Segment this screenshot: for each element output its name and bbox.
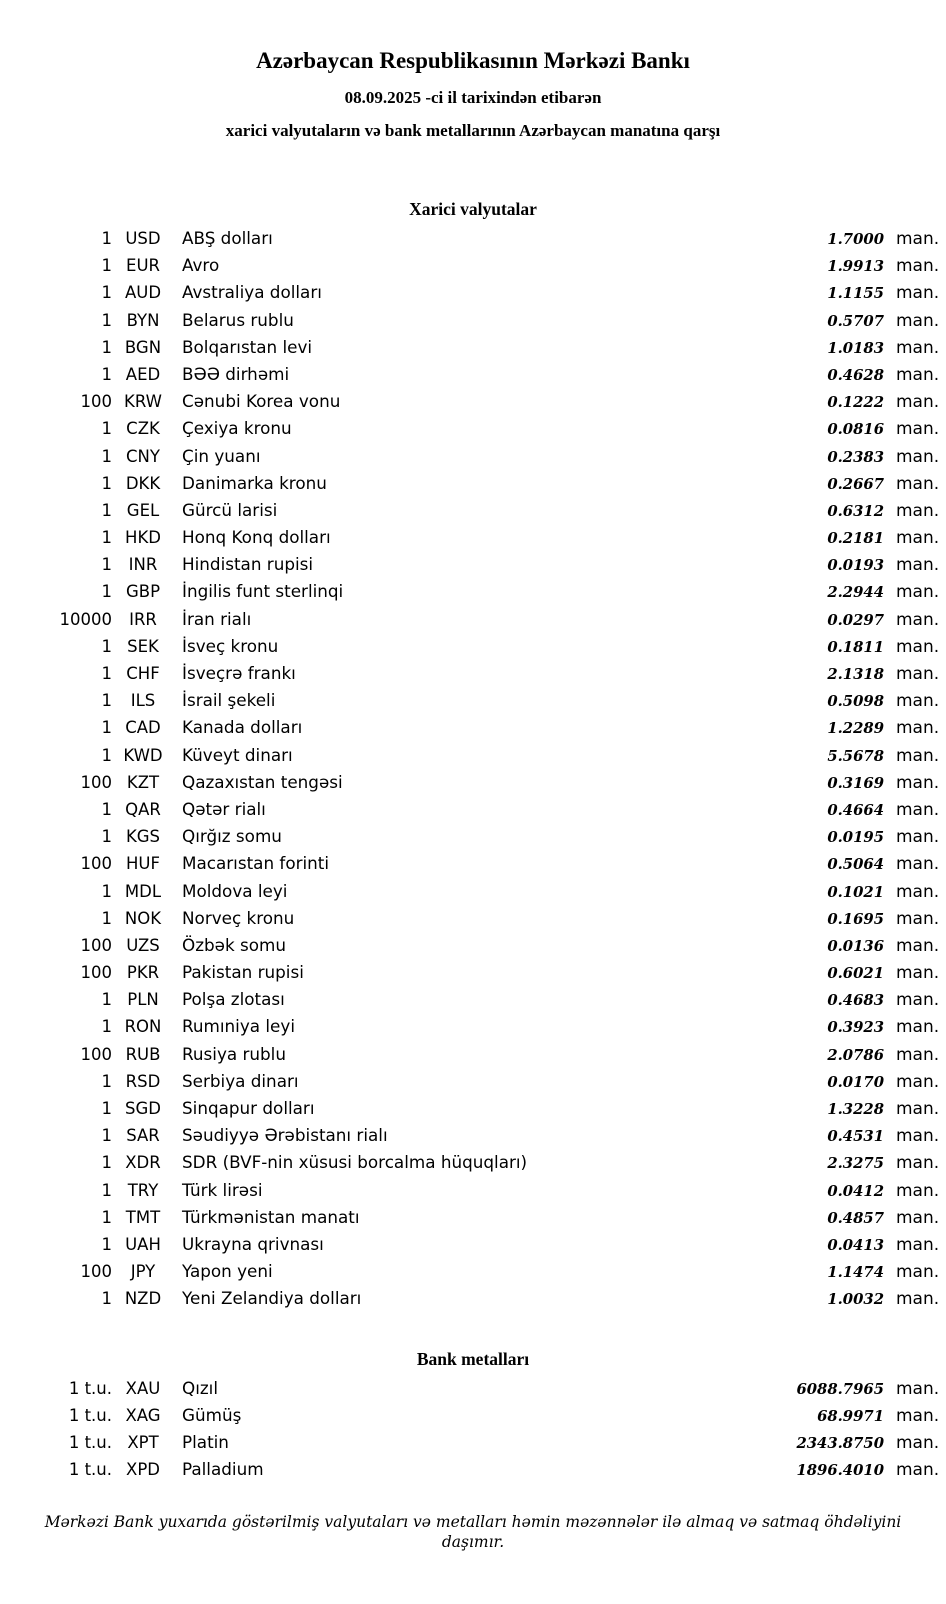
unit-label: man. <box>896 990 940 1011</box>
currency-name: Sinqapur dolları <box>182 1098 315 1118</box>
unit-label: man. <box>896 256 940 277</box>
currency-rate: 0.2383 <box>827 448 884 466</box>
unit-label: man. <box>896 935 940 956</box>
currency-quantity: 1 <box>101 256 112 276</box>
currency-name: Gürcü larisi <box>182 499 278 520</box>
unit-label: man. <box>896 1099 940 1119</box>
unit-label: man. <box>896 827 940 848</box>
table-row <box>0 935 946 962</box>
unit-label: man. <box>896 1207 940 1228</box>
currency-quantity: 1 <box>101 908 112 928</box>
currency-code: HUF <box>126 854 160 874</box>
table-row <box>0 881 946 908</box>
table-row <box>0 989 946 1016</box>
table-row <box>0 1288 946 1315</box>
currency-name: Danimarka kronu <box>182 472 327 493</box>
currency-name: Çin yuanı <box>182 445 261 466</box>
currency-rate: 1896.4010 <box>796 1462 884 1480</box>
currency-quantity: 1 <box>101 229 112 248</box>
currency-name: Qətər rialı <box>182 798 266 819</box>
unit-label: man. <box>896 636 940 657</box>
unit-label: man. <box>896 310 940 331</box>
currency-name: Türkmənistan manatı <box>182 1206 360 1227</box>
currencies-section-title: Xarici valyutalar <box>409 199 537 219</box>
unit-label: man. <box>896 1460 940 1481</box>
currency-quantity: 1 <box>101 827 112 847</box>
currency-code: KRW <box>124 392 162 412</box>
table-row <box>0 853 946 880</box>
currency-name: Honq Konq dolları <box>182 527 331 548</box>
currency-quantity: 1 <box>101 1126 112 1146</box>
currency-rate: 1.1155 <box>827 285 884 303</box>
unit-label: man. <box>896 446 940 467</box>
currency-code: KZT <box>126 772 160 792</box>
currency-quantity: 1 <box>101 1071 112 1091</box>
currency-code: ILS <box>130 691 156 711</box>
currency-rate: 0.2667 <box>827 475 884 493</box>
currency-quantity: 1 <box>101 500 112 520</box>
currency-rate: 68.9971 <box>817 1407 884 1425</box>
table-row <box>0 310 946 337</box>
currency-rate: 0.1222 <box>827 394 884 412</box>
table-row <box>0 1234 946 1261</box>
currency-code: XAG <box>125 1405 161 1425</box>
currency-code: BYN <box>126 310 160 330</box>
unit-label: man. <box>896 283 940 304</box>
currency-rate: 0.6312 <box>827 502 884 520</box>
currency-rate: 1.0183 <box>827 339 884 357</box>
currency-quantity: 100 <box>80 935 112 955</box>
currency-rate: 1.1474 <box>827 1264 884 1282</box>
currency-rate: 0.1021 <box>827 883 884 901</box>
currency-name: Cənubi Korea vonu <box>182 391 341 412</box>
currencies-table <box>0 228 946 1316</box>
currency-name: Türk lirəsi <box>182 1179 263 1200</box>
unit-label: man. <box>896 473 940 494</box>
currency-quantity: 100 <box>80 1262 112 1282</box>
table-row <box>0 772 946 799</box>
currency-rate: 2.3275 <box>827 1155 884 1173</box>
currency-rate: 2343.8750 <box>796 1434 884 1452</box>
currency-code: EUR <box>126 256 160 276</box>
currency-quantity: 1 <box>101 310 112 330</box>
currency-code: XPD <box>126 1460 160 1480</box>
currency-name: Platin <box>182 1431 229 1452</box>
currency-code: DKK <box>125 473 161 493</box>
currency-rate: 0.0816 <box>827 421 884 439</box>
table-row <box>0 717 946 744</box>
table-row <box>0 636 946 663</box>
currency-quantity: 1 <box>101 555 112 575</box>
unit-label: man. <box>896 908 940 929</box>
currency-code: USD <box>125 229 161 248</box>
currency-rate: 0.0136 <box>827 937 884 955</box>
table-row <box>0 500 946 527</box>
currency-quantity: 1 <box>101 1153 112 1173</box>
table-row <box>0 418 946 445</box>
table-row <box>0 1432 946 1459</box>
currency-quantity: 1 <box>101 718 112 738</box>
currency-quantity: 100 <box>80 963 112 983</box>
currency-code: IRR <box>129 609 157 629</box>
unit-label: man. <box>896 1378 940 1399</box>
currency-code: SEK <box>127 636 159 656</box>
currency-code: MDL <box>124 881 162 901</box>
currency-name: BƏƏ dirhəmi <box>182 363 290 384</box>
currency-rate: 0.3169 <box>827 774 884 792</box>
currency-code: QAR <box>125 799 161 819</box>
unit-label: man. <box>896 229 940 249</box>
currency-quantity: 1 <box>101 419 112 439</box>
currency-code: SAR <box>126 1126 160 1146</box>
table-row <box>0 1180 946 1207</box>
table-row <box>0 473 946 500</box>
table-row <box>0 609 946 636</box>
unit-label: man. <box>896 1289 940 1310</box>
unit-label: man. <box>896 1126 940 1147</box>
currency-code: XPT <box>127 1432 159 1452</box>
currency-quantity: 1 <box>101 582 112 602</box>
table-row <box>0 364 946 391</box>
currency-code: GBP <box>125 582 161 602</box>
document-description: xarici valyutaların və bank metallarının Azərbaycan manatına qarşı <box>225 121 721 140</box>
currency-name: Qırğız somu <box>182 826 282 847</box>
currency-rate: 2.1318 <box>827 666 884 683</box>
currency-quantity: 1 <box>101 1207 112 1227</box>
currency-rate: 0.3923 <box>827 1019 884 1037</box>
currency-rate: 6088.7965 <box>796 1380 884 1398</box>
table-row <box>0 1378 946 1405</box>
currency-quantity: 1 <box>101 990 112 1010</box>
currency-rate: 0.0412 <box>827 1182 884 1200</box>
unit-label: man. <box>896 854 940 875</box>
currency-rate: 0.0413 <box>827 1236 884 1254</box>
disclaimer-note: Mərkəzi Bank yuxarıda göstərilmiş valyutaları və metalları həmin məzənnələr ilə almaq və satmaq öhdəliyini daşımır. <box>44 1513 902 1552</box>
currency-name: Pakistan rupisi <box>182 962 304 983</box>
currency-name: Küveyt dinarı <box>182 744 293 765</box>
currency-code: AED <box>125 364 161 384</box>
currency-rate: 2.2944 <box>827 584 884 602</box>
page-title: Azərbaycan Respublikasının Mərkəzi Bankı <box>256 48 690 73</box>
currency-rate: 0.0297 <box>827 611 884 629</box>
currency-rate: 0.4857 <box>827 1209 884 1227</box>
table-row <box>0 1405 946 1432</box>
unit-label: man. <box>896 1044 940 1065</box>
currency-name: Belarus rublu <box>182 309 294 330</box>
currency-code: NOK <box>124 908 162 928</box>
currency-quantity: 1 <box>101 1180 112 1200</box>
currency-name: Qazaxıstan tengəsi <box>182 771 343 792</box>
currency-name: Moldova leyi <box>182 880 288 901</box>
currency-code: UAH <box>125 1234 161 1254</box>
table-row <box>0 1261 946 1288</box>
currency-name: Rusiya rublu <box>182 1043 286 1064</box>
currency-rate: 1.7000 <box>827 231 884 248</box>
currency-code: SGD <box>125 1099 161 1118</box>
currency-name: Rumıniya leyi <box>182 1016 295 1037</box>
currency-name: Macarıstan forinti <box>182 853 330 874</box>
currency-rate: 0.0170 <box>827 1073 884 1091</box>
currency-code: TMT <box>125 1207 161 1227</box>
table-row <box>0 1071 946 1098</box>
table-row <box>0 554 946 581</box>
currency-code: RUB <box>125 1044 161 1064</box>
table-row <box>0 391 946 418</box>
currency-rate: 0.1695 <box>827 910 884 928</box>
currency-quantity: 1 <box>101 636 112 656</box>
currency-rate: 1.9913 <box>827 258 884 276</box>
currency-quantity: 1 <box>101 337 112 357</box>
currency-quantity: 1 <box>101 664 112 683</box>
currency-quantity: 100 <box>80 1044 112 1064</box>
table-row <box>0 527 946 554</box>
unit-label: man. <box>896 664 940 684</box>
table-row <box>0 799 946 826</box>
currency-name: Avro <box>182 255 220 276</box>
table-row <box>0 446 946 473</box>
currency-rate: 1.0032 <box>827 1291 884 1309</box>
currency-name: İsrail şekeli <box>182 690 276 711</box>
currency-name: Ukrayna qrivnası <box>182 1233 324 1254</box>
currency-quantity: 1 <box>101 1289 112 1309</box>
unit-label: man. <box>896 1262 940 1283</box>
table-row <box>0 690 946 717</box>
currency-quantity: 1 <box>101 745 112 765</box>
currency-quantity: 1 <box>101 364 112 384</box>
table-row <box>0 1207 946 1234</box>
unit-label: man. <box>896 1180 940 1201</box>
currency-code: HKD <box>125 528 161 548</box>
currency-quantity: 1 <box>101 691 112 711</box>
unit-label: man. <box>896 582 940 603</box>
currency-name: Gümüş <box>182 1404 242 1425</box>
currency-quantity: 1 <box>101 1234 112 1254</box>
currency-quantity: 1 <box>101 473 112 493</box>
currency-name: İngilis funt sterlinqi <box>182 581 344 602</box>
currency-name: Yapon yeni <box>182 1261 273 1282</box>
currency-quantity: 1 <box>101 799 112 819</box>
currency-name: SDR (BVF-nin xüsusi borcalma hüquqları) <box>182 1152 528 1173</box>
currency-rate: 0.5064 <box>827 856 884 874</box>
currency-name: İsveçrə frankı <box>182 663 296 683</box>
currency-rate: 0.6021 <box>827 965 884 983</box>
currency-name: Çexiya kronu <box>182 418 292 439</box>
currency-code: CAD <box>125 718 161 738</box>
currency-name: Özbək somu <box>182 934 287 955</box>
currency-code: RON <box>124 1017 162 1037</box>
unit-label: man. <box>896 555 940 576</box>
currency-code: TRY <box>127 1180 159 1200</box>
currency-quantity: 1 <box>101 446 112 466</box>
currency-name: Palladium <box>182 1459 264 1480</box>
currency-code: RSD <box>125 1071 161 1091</box>
currency-name: Kanada dolları <box>182 717 303 738</box>
table-row <box>0 228 946 255</box>
currency-rate: 0.5707 <box>827 312 884 330</box>
currency-rate: 0.0193 <box>827 557 884 575</box>
currency-name: İran rialı <box>182 608 252 629</box>
table-row <box>0 581 946 608</box>
currency-name: Polşa zlotası <box>182 989 285 1010</box>
currency-name: Yeni Zelandiya dolları <box>182 1288 362 1309</box>
currency-code: CNY <box>126 446 160 466</box>
currency-code: NZD <box>124 1289 162 1309</box>
currency-quantity: 1 <box>101 1017 112 1037</box>
unit-label: man. <box>896 337 940 358</box>
currency-code: GEL <box>126 500 160 520</box>
currency-quantity: 10000 <box>59 609 112 629</box>
currency-quantity: 100 <box>80 772 112 792</box>
table-row <box>0 826 946 853</box>
currency-rate: 1.3228 <box>827 1101 884 1118</box>
currency-code: CZK <box>126 419 160 439</box>
table-row <box>0 255 946 282</box>
currency-code: CHF <box>126 664 160 683</box>
unit-label: man. <box>896 881 940 902</box>
table-row <box>0 663 946 690</box>
table-row <box>0 745 946 772</box>
table-row <box>0 337 946 364</box>
currency-rate: 0.4664 <box>827 801 884 819</box>
currency-code: PKR <box>126 963 160 983</box>
currency-name: Qızıl <box>182 1377 219 1398</box>
currency-code: XDR <box>125 1153 161 1173</box>
currency-code: AUD <box>124 283 162 303</box>
currency-rate: 0.2181 <box>827 530 884 548</box>
currency-quantity: 1 <box>101 1099 112 1118</box>
unit-label: man. <box>896 392 940 413</box>
table-row <box>0 962 946 989</box>
currency-name: Hindistan rupisi <box>182 554 314 575</box>
currency-name: Norveç kronu <box>182 907 295 928</box>
currency-name: Serbiya dinarı <box>182 1070 299 1091</box>
currency-name: İsveç kronu <box>182 635 279 656</box>
currency-name: Səudiyyə Ərəbistanı rialı <box>182 1125 388 1146</box>
table-row <box>0 282 946 309</box>
currency-name: Avstraliya dolları <box>182 282 322 303</box>
currency-code: PLN <box>127 990 159 1010</box>
currency-code: KWD <box>123 745 163 765</box>
currency-rate: 0.4531 <box>827 1128 884 1146</box>
unit-label: man. <box>896 500 940 521</box>
unit-label: man. <box>896 364 940 385</box>
currency-quantity: 1 <box>101 528 112 548</box>
unit-label: man. <box>896 1432 940 1453</box>
table-row <box>0 1098 946 1125</box>
unit-label: man. <box>896 745 940 766</box>
unit-label: man. <box>896 963 940 984</box>
unit-label: man. <box>896 609 940 630</box>
currency-rate: 0.0195 <box>827 829 884 847</box>
metals-table <box>0 1378 946 1487</box>
currency-name: Bolqarıstan levi <box>182 336 313 357</box>
currency-name: ABŞ dolları <box>182 228 273 248</box>
currency-quantity: 100 <box>80 392 112 412</box>
metals-section-title: Bank metalları <box>416 1348 530 1369</box>
unit-label: man. <box>896 528 940 549</box>
currency-code: JPY <box>130 1262 156 1282</box>
unit-label: man. <box>896 1017 940 1038</box>
unit-label: man. <box>896 1153 940 1174</box>
currency-quantity: 1 t.u. <box>68 1460 112 1480</box>
table-row <box>0 1459 946 1486</box>
table-row <box>0 1016 946 1043</box>
currency-code: UZS <box>126 935 160 955</box>
currency-rate: 0.1811 <box>827 638 884 656</box>
unit-label: man. <box>896 772 940 793</box>
currency-rate: 2.0786 <box>827 1046 884 1064</box>
currency-quantity: 100 <box>80 854 112 874</box>
currency-code: XAU <box>125 1378 161 1398</box>
currency-rate: 5.5678 <box>827 747 884 765</box>
currency-quantity: 1 <box>101 881 112 901</box>
currency-quantity: 1 t.u. <box>68 1432 112 1452</box>
currency-rate: 1.2289 <box>827 720 884 738</box>
table-row <box>0 1152 946 1179</box>
unit-label: man. <box>896 718 940 739</box>
unit-label: man. <box>896 1234 940 1255</box>
unit-label: man. <box>896 1405 940 1426</box>
currency-rate: 0.5098 <box>827 693 884 711</box>
table-row <box>0 1044 946 1071</box>
currency-code: INR <box>128 555 158 575</box>
table-row <box>0 1125 946 1152</box>
currency-rate: 0.4683 <box>827 992 884 1010</box>
table-row <box>0 908 946 935</box>
unit-label: man. <box>896 419 940 440</box>
currency-rate: 0.4628 <box>827 366 884 384</box>
unit-label: man. <box>896 799 940 820</box>
currency-code: BGN <box>124 337 162 357</box>
currency-quantity: 1 <box>101 283 112 303</box>
currency-quantity: 1 t.u. <box>68 1405 112 1425</box>
currency-code: KGS <box>125 827 161 847</box>
currency-quantity: 1 t.u. <box>68 1378 112 1398</box>
effective-date: 08.09.2025 -ci il tarixindən etibarən <box>344 88 602 107</box>
unit-label: man. <box>896 691 940 712</box>
unit-label: man. <box>896 1071 940 1092</box>
